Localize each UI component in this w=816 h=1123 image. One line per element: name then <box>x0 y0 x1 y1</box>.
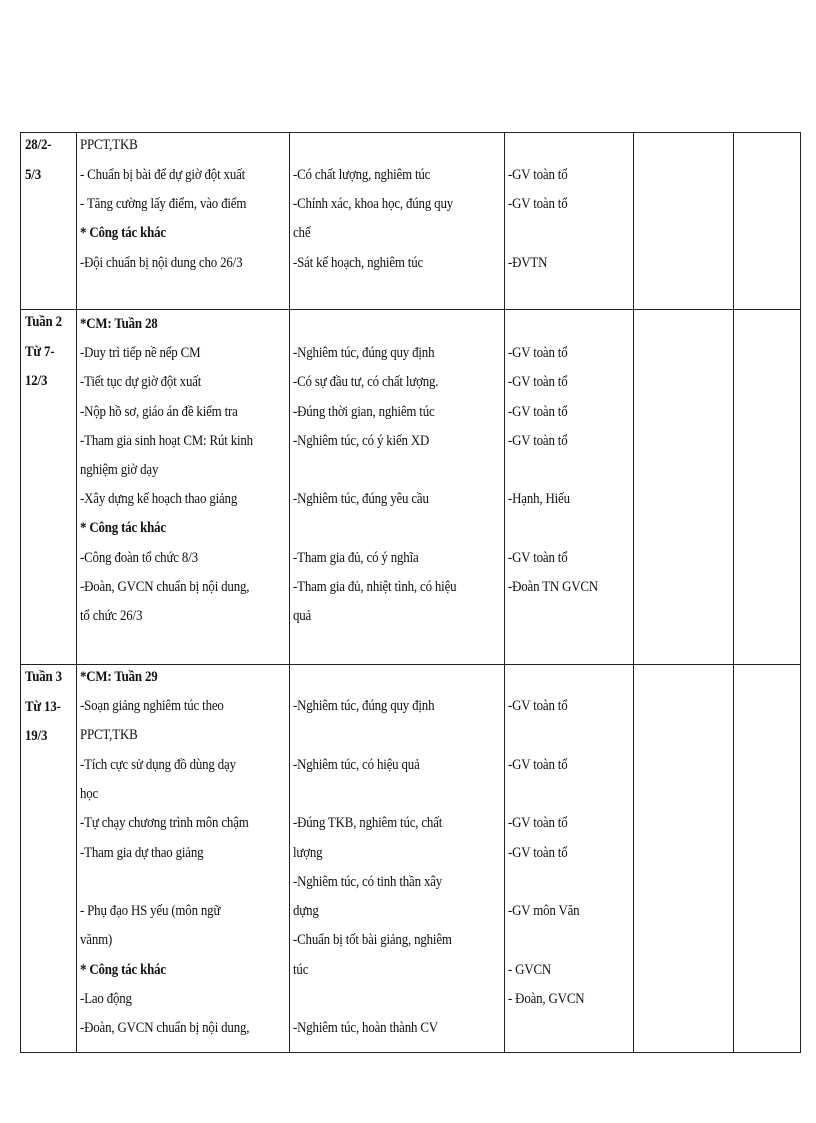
cell-line: tổ chức 26/3 <box>80 608 143 624</box>
cell-line: -GV toàn tổ <box>508 757 568 773</box>
people-cell <box>505 665 634 1053</box>
cell-line: chế <box>293 225 311 241</box>
cell-line: dựng <box>293 903 319 919</box>
cell-line: -Đoàn, GVCN chuẩn bị nội dung, <box>80 1020 250 1036</box>
cell-line: - Tăng cường lấy điểm, vào điểm <box>80 196 247 212</box>
cell-line: -Xây dựng kế hoạch thao giảng <box>80 491 238 507</box>
week-label: Tuần 2 <box>25 314 62 330</box>
cell-line: -GV toàn tổ <box>508 433 568 449</box>
cell-line: -GV toàn tổ <box>508 167 568 183</box>
week-cell <box>21 665 77 1053</box>
plan-row <box>21 310 801 665</box>
week-label: 5/3 <box>25 167 41 183</box>
cell-line: -Nghiêm túc, đúng yêu cầu <box>293 491 429 507</box>
cell-line: nghiệm giờ dạy <box>80 462 159 478</box>
cell-line: -Tiết tục dự giờ đột xuất <box>80 374 202 390</box>
empty-cell <box>634 665 734 1053</box>
plan-row <box>21 133 801 310</box>
requirements-cell <box>290 133 505 310</box>
cell-line: -Nghiêm túc, có hiệu quả <box>293 757 420 773</box>
cell-line: -Có sự đầu tư, có chất lượng. <box>293 374 439 390</box>
cell-line: - Đoàn, GVCN <box>508 991 585 1007</box>
empty-cell <box>634 133 734 310</box>
plan-table-body <box>21 133 801 1053</box>
cell-line: -Đoàn, GVCN chuẩn bị nội dung, <box>80 579 250 595</box>
cell-line: * Công tác khác <box>80 962 166 978</box>
cell-line: -Nghiêm túc, có tinh thần xây <box>293 874 443 890</box>
cell-line: vănm) <box>80 932 113 948</box>
cell-line: -GV toàn tổ <box>508 196 568 212</box>
cell-line: -Soạn giảng nghiêm túc theo <box>80 698 224 714</box>
cell-line: -Đội chuẩn bị nội dung cho 26/3 <box>80 255 243 271</box>
week-label: Tuần 3 <box>25 669 62 685</box>
cell-line: -GV toàn tổ <box>508 845 568 861</box>
cell-line: -Tự chạy chương trình môn chậm <box>80 815 249 831</box>
cell-line: -Chuẩn bị tốt bài giảng, nghiêm <box>293 932 452 948</box>
cell-line: -Nộp hồ sơ, giáo án đề kiểm tra <box>80 404 238 420</box>
cell-line: - GVCN <box>508 962 552 978</box>
cell-line: -Đoàn TN GVCN <box>508 579 598 595</box>
tasks-cell <box>77 133 290 310</box>
tasks-cell <box>77 665 290 1053</box>
weekly-plan-table <box>20 132 801 1053</box>
cell-line: -Tham gia đủ, có ý nghĩa <box>293 550 419 566</box>
week-label: Từ 7- <box>25 344 55 360</box>
cell-line: -Công đoàn tổ chức 8/3 <box>80 550 198 566</box>
cell-line: -Chính xác, khoa học, đúng quy <box>293 196 454 212</box>
cell-line: -Tham gia đủ, nhiệt tình, có hiệu <box>293 579 457 595</box>
cell-line: -GV môn Văn <box>508 903 580 919</box>
cell-line: -GV toàn tổ <box>508 698 568 714</box>
cell-line: túc <box>293 962 309 978</box>
cell-line: -Nghiêm túc, đúng quy định <box>293 345 435 361</box>
cell-line: -Tích cực sử dụng đồ dùng dạy <box>80 757 236 773</box>
cell-line: học <box>80 786 99 802</box>
cell-line: *CM: Tuần 28 <box>80 316 158 332</box>
week-label: 12/3 <box>25 373 48 389</box>
cell-line: -Nghiêm túc, đúng quy định <box>293 698 435 714</box>
cell-line: PPCT,TKB <box>80 727 138 743</box>
cell-line: -Duy trì tiếp nề nếp CM <box>80 345 201 361</box>
cell-line: - Chuẩn bị bài để dự giờ đột xuất <box>80 167 246 183</box>
week-label: 19/3 <box>25 728 48 744</box>
cell-line: -Lao động <box>80 991 132 1007</box>
week-cell <box>21 310 77 665</box>
cell-line: -ĐVTN <box>508 255 548 271</box>
cell-line: lượng <box>293 845 323 861</box>
week-label: Từ 13- <box>25 699 61 715</box>
empty-cell <box>734 665 801 1053</box>
cell-line: -GV toàn tổ <box>508 550 568 566</box>
empty-cell <box>734 310 801 665</box>
cell-line: -GV toàn tổ <box>508 345 568 361</box>
tasks-cell <box>77 310 290 665</box>
plan-row <box>21 665 801 1053</box>
cell-line: * Công tác khác <box>80 520 166 536</box>
cell-line: *CM: Tuần 29 <box>80 669 158 685</box>
week-cell <box>21 133 77 310</box>
week-label: 28/2- <box>25 137 52 153</box>
empty-cell <box>734 133 801 310</box>
people-cell <box>505 310 634 665</box>
cell-line: - Phụ đạo HS yếu (môn ngữ <box>80 903 221 919</box>
cell-line: * Công tác khác <box>80 225 166 241</box>
cell-line: -Tham gia dự thao giảng <box>80 845 204 861</box>
cell-line: -Hạnh, Hiếu <box>508 491 570 507</box>
cell-line: -Sát kế hoạch, nghiêm túc <box>293 255 424 271</box>
cell-line: PPCT,TKB <box>80 137 138 153</box>
empty-cell <box>634 310 734 665</box>
cell-line: -Nghiêm túc, hoàn thành CV <box>293 1020 438 1036</box>
cell-line: quả <box>293 608 312 624</box>
cell-line: -GV toàn tổ <box>508 815 568 831</box>
cell-line: -Đúng TKB, nghiêm túc, chất <box>293 815 443 831</box>
cell-line: -Nghiêm túc, có ý kiến XD <box>293 433 430 449</box>
cell-line: -GV toàn tổ <box>508 404 568 420</box>
requirements-cell <box>290 310 505 665</box>
cell-line: -Có chất lượng, nghiêm túc <box>293 167 431 183</box>
cell-line: -Tham gia sinh hoạt CM: Rút kinh <box>80 433 253 449</box>
cell-line: -Đúng thời gian, nghiêm túc <box>293 404 435 420</box>
requirements-cell <box>290 665 505 1053</box>
cell-line: -GV toàn tổ <box>508 374 568 390</box>
people-cell <box>505 133 634 310</box>
